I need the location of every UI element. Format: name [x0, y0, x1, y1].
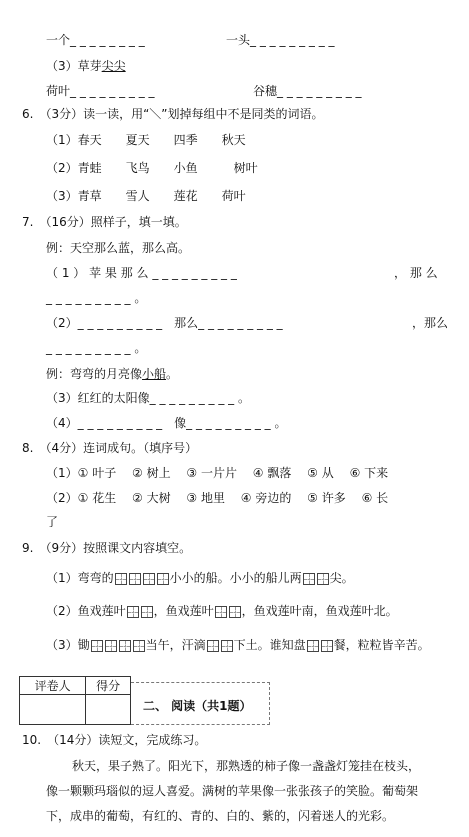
underlined-word: 尖尖 [101, 59, 126, 73]
grader-cell[interactable] [20, 695, 86, 725]
score-table-score-header: 得分 [86, 677, 131, 695]
q6-item-1: （1）春天 夏天 四季 秋天 [46, 133, 246, 147]
fill-line-yige: 一个_ _ _ _ _ _ _ _ [46, 33, 145, 47]
q6-item-2: （2）青蛙 飞鸟 小鱼 树叶 [46, 161, 258, 175]
blank-box[interactable] [215, 606, 227, 618]
score-cell[interactable] [86, 695, 131, 725]
fill-line-heye: 荷叶_ _ _ _ _ _ _ _ _ [46, 84, 155, 98]
section-heading-box [131, 682, 270, 725]
underlined-word: 小船 [142, 367, 167, 381]
q7-item-4: （4）_ _ _ _ _ _ _ _ _ 像_ _ _ _ _ _ _ _ _ 。 [46, 416, 287, 430]
blank-box[interactable] [317, 573, 329, 585]
question-9: 9. （9分）按照课文内容填空。 [22, 541, 192, 555]
question-8: 8. （4分）连词成句。（填序号） [22, 441, 198, 455]
section-heading: 二、 阅读（共1题） [143, 699, 252, 713]
q7-item-2-line2: _ _ _ _ _ _ _ _ _ 。 [46, 341, 147, 355]
question-7: 7. （16分）照样子，填一填。 [22, 215, 187, 229]
q7-example-2: 例：弯弯的月亮像小船。 [46, 367, 179, 381]
q7-item-2-end: ，那么 [412, 316, 449, 330]
blank-box[interactable] [91, 640, 103, 652]
q7-item-3: （3）红红的太阳像_ _ _ _ _ _ _ _ _ 。 [46, 391, 250, 405]
q5-3-label: （3）草芽尖尖 [46, 59, 126, 73]
passage-line-2: 像一颗颗玛瑙似的逗人喜爱。满树的苹果像一张张孩子的笑脸。葡萄架 [46, 784, 419, 798]
blank-box[interactable] [307, 640, 319, 652]
blank-box[interactable] [115, 573, 127, 585]
q7-item-1-line2: _ _ _ _ _ _ _ _ _ 。 [46, 291, 147, 305]
score-table-grader-header: 评卷人 [20, 677, 86, 695]
blank-box[interactable] [303, 573, 315, 585]
blank-box[interactable] [321, 640, 333, 652]
q8-item-2-cont: 了 [46, 515, 59, 529]
blank-box[interactable] [133, 640, 145, 652]
fill-line-yitou: 一头_ _ _ _ _ _ _ _ _ [226, 33, 335, 47]
q9-item-3: （3）锄 当午，汗滴 下土。谁知盘 餐，粒粒皆辛苦。 [46, 638, 430, 652]
blank-box[interactable] [105, 640, 117, 652]
q7-item-2: （2）_ _ _ _ _ _ _ _ _ 那么_ _ _ _ _ _ _ _ _ [46, 316, 283, 330]
q8-item-2: （2）① 花生 ② 大树 ③ 地里 ④ 旁边的 ⑤ 许多 ⑥ 长 [46, 491, 389, 505]
blank-box[interactable] [129, 573, 141, 585]
blank-box[interactable] [127, 606, 139, 618]
fill-line-gusui: 谷穗_ _ _ _ _ _ _ _ _ [253, 84, 362, 98]
q7-example-1: 例：天空那么蓝，那么高。 [46, 241, 191, 255]
blank-box[interactable] [207, 640, 219, 652]
q6-item-3: （3）青草 雪人 莲花 荷叶 [46, 189, 246, 203]
q7-item-1-end: ， 那 么 [394, 266, 438, 280]
q9-item-2: （2）鱼戏莲叶 ，鱼戏莲叶 ，鱼戏莲叶南，鱼戏莲叶北。 [46, 604, 398, 618]
q7-item-1: （ 1 ） 苹 果 那 么 _ _ _ _ _ _ _ _ _ [46, 266, 237, 280]
q8-item-1: （1）① 叶子 ② 树上 ③ 一片片 ④ 飘落 ⑤ 从 ⑥ 下来 [46, 466, 389, 480]
blank-box[interactable] [141, 606, 153, 618]
blank-box[interactable] [143, 573, 155, 585]
q9-item-1: （1）弯弯的 小小的船。小小的船儿两 尖。 [46, 571, 354, 585]
passage-line-1: 秋天，果子熟了。阳光下，那熟透的柿子像一盏盏灯笼挂在枝头， [72, 759, 421, 773]
question-10: 10. （14分）读短文，完成练习。 [22, 733, 207, 747]
blank-box[interactable] [229, 606, 241, 618]
passage-line-3: 下，成串的葡萄，有红的、青的、白的、紫的，闪着迷人的光彩。 [46, 809, 395, 823]
blank-box[interactable] [157, 573, 169, 585]
blank-box[interactable] [119, 640, 131, 652]
score-table [19, 676, 131, 725]
blank-box[interactable] [221, 640, 233, 652]
question-6: 6. （3分）读一读，用“＼”划掉每组中不是同类的词语。 [22, 107, 324, 121]
